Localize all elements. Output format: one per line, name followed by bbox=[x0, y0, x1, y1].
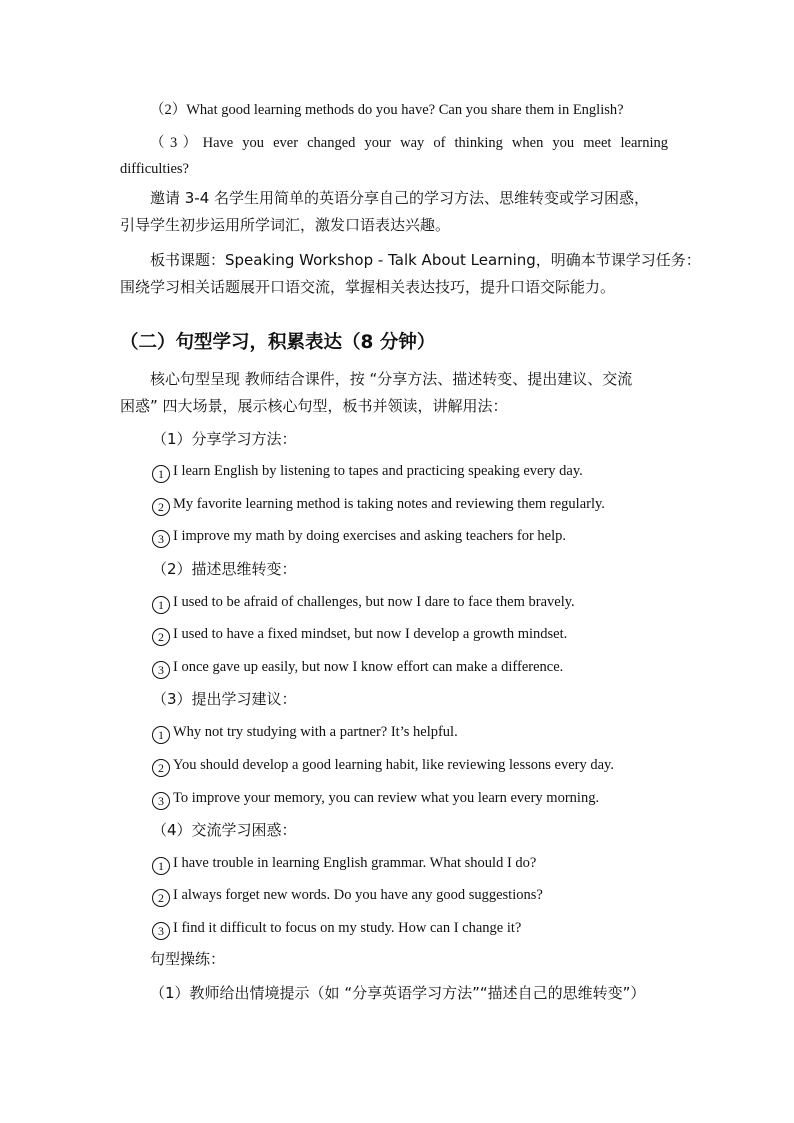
sentence: I always forget new words. Do you have any good suggestions? bbox=[173, 887, 543, 903]
board-paragraph-line-2: 围绕学习相关话题展开口语交流，掌握相关表达技巧，提升口语交际能力。 bbox=[120, 278, 616, 296]
sentence: I used to have a fixed mindset, but now I develop a growth mindset. bbox=[173, 626, 568, 642]
invite-paragraph-line-1: 邀请 3-4 名学生用简单的英语分享自己的学习方法、思维转变或学习困惑， bbox=[150, 189, 650, 207]
list-item bbox=[152, 886, 543, 907]
sentence: You should develop a good learning habit, like reviewing lessons every day. bbox=[173, 757, 614, 773]
list-item bbox=[152, 854, 536, 875]
group-title-advice: （3）提出学习建议： bbox=[152, 690, 297, 708]
question-3-line-1: （3）Have you ever changed your way of thinking when you meet learning bbox=[150, 135, 668, 151]
sentence: To improve your memory, you can review what you learn every morning. bbox=[173, 790, 600, 806]
section-heading: （二）句型学习，积累表达（8 分钟） bbox=[120, 332, 436, 353]
sentence: I learn English by listening to tapes and practicing speaking every day. bbox=[173, 463, 583, 479]
list-item bbox=[152, 919, 521, 940]
question-3-line-2: difficulties? bbox=[120, 161, 189, 177]
sentence: I have trouble in learning English grammar. What should I do? bbox=[173, 855, 537, 871]
group-title-sharing: （1）分享学习方法： bbox=[152, 430, 297, 448]
sentence: I find it difficult to focus on my study. How can I change it? bbox=[173, 920, 522, 936]
list-item bbox=[152, 658, 563, 679]
list-item bbox=[152, 756, 614, 777]
group-title-difficulties: （4）交流学习困惑： bbox=[152, 821, 297, 839]
circled-number: 3 bbox=[152, 922, 170, 940]
list-item bbox=[152, 625, 567, 646]
invite-paragraph-line-2: 引导学生初步运用所学词汇，激发口语表达兴趣。 bbox=[120, 216, 451, 234]
sentence: I improve my math by doing exercises and asking teachers for help. bbox=[173, 528, 566, 544]
circled-number: 2 bbox=[152, 759, 170, 777]
list-item bbox=[152, 593, 575, 614]
core-paragraph-line-2: 困惑” 四大场景，展示核心句型，板书并领读，讲解用法： bbox=[120, 397, 508, 415]
circled-number: 3 bbox=[152, 661, 170, 679]
drill-label: 句型操练： bbox=[150, 950, 226, 968]
circled-number: 1 bbox=[152, 465, 170, 483]
circled-number: 3 bbox=[152, 792, 170, 810]
core-paragraph-line-1: 核心句型呈现 教师结合课件，按 “分享方法、描述转变、提出建议、交流 bbox=[150, 370, 633, 388]
sentence: I once gave up easily, but now I know effort can make a difference. bbox=[173, 659, 564, 675]
list-item bbox=[152, 495, 605, 516]
circled-number: 1 bbox=[152, 726, 170, 744]
sentence: I used to be afraid of challenges, but now I dare to face them bravely. bbox=[173, 594, 575, 610]
circled-number: 1 bbox=[152, 596, 170, 614]
list-item bbox=[152, 723, 458, 744]
circled-number: 3 bbox=[152, 530, 170, 548]
group-title-mindset: （2）描述思维转变： bbox=[152, 560, 297, 578]
circled-number: 2 bbox=[152, 498, 170, 516]
sentence: Why not try studying with a partner? It’s helpful. bbox=[173, 724, 458, 740]
list-item bbox=[152, 527, 566, 548]
circled-number: 1 bbox=[152, 857, 170, 875]
sentence: My favorite learning method is taking notes and reviewing them regularly. bbox=[173, 496, 605, 512]
circled-number: 2 bbox=[152, 628, 170, 646]
list-item bbox=[152, 789, 599, 810]
list-item bbox=[152, 462, 583, 483]
circled-number: 2 bbox=[152, 889, 170, 907]
board-paragraph-line-1: 板书课题：Speaking Workshop - Talk About Learning，明确本节课学习任务： bbox=[150, 251, 701, 269]
question-2: （2）What good learning methods do you have? Can you share them in English? bbox=[150, 102, 624, 118]
drill-line-1: （1）教师给出情境提示（如 “分享英语学习方法”“描述自己的思维转变”） bbox=[150, 984, 646, 1002]
